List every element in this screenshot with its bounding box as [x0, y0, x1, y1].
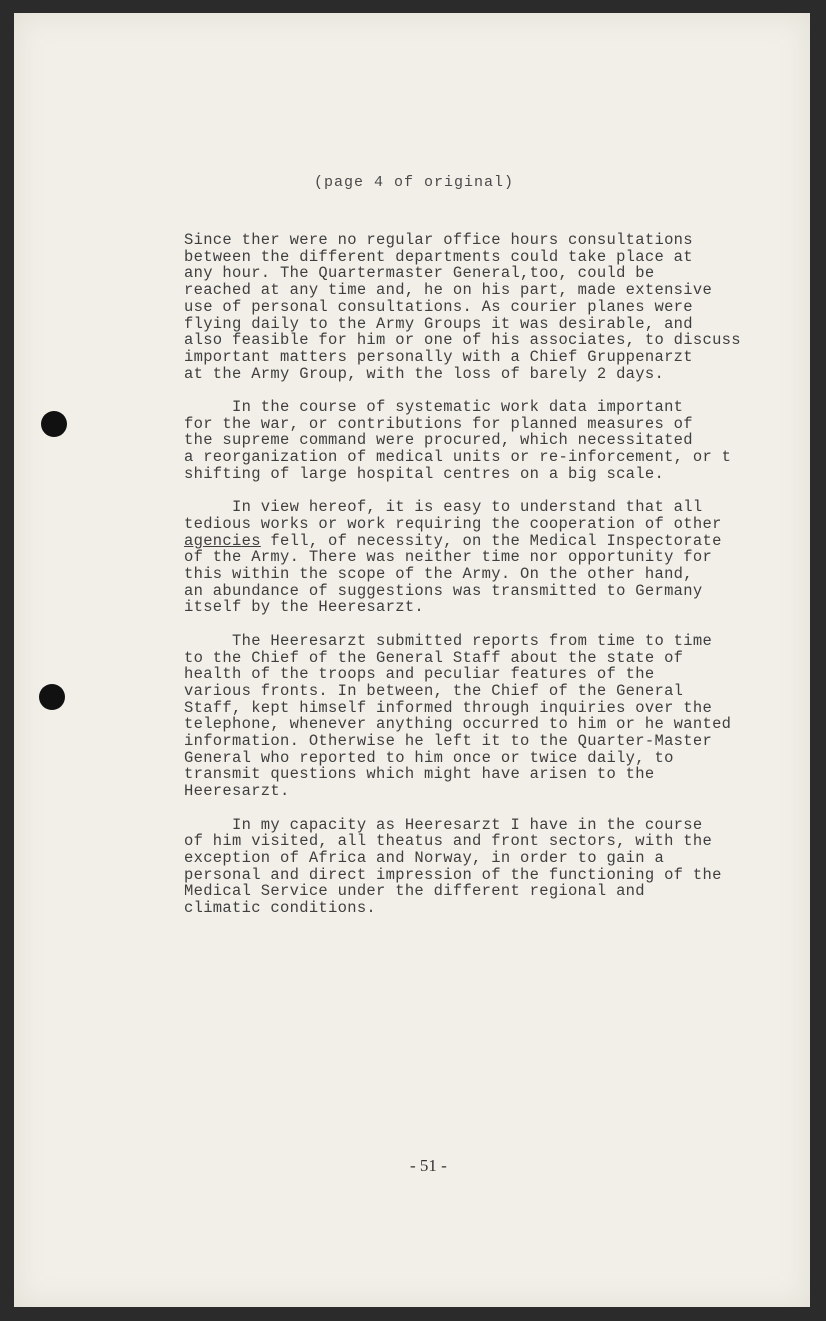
- text-line: information. Otherwise he left it to the Quarter-Master: [184, 732, 713, 751]
- text-line: of him visited, all theatus and front sectors, with the: [184, 832, 713, 851]
- text-line: of the Army. There was neither time nor opportunity for: [184, 548, 713, 567]
- paragraph-5: [184, 817, 804, 917]
- text-line-underlined-start: agencies fell, of necessity, on the Medical Inspectorate: [184, 531, 722, 550]
- text-line: In view hereof, it is easy to understand that all: [184, 498, 703, 517]
- text-line: between the different departments could take place at: [184, 247, 693, 266]
- text-line: General who reported to him once or twice daily, to: [184, 748, 674, 767]
- text-line: use of personal consultations. As courier planes were: [184, 297, 693, 316]
- text-line: an abundance of suggestions was transmitted to Germany: [184, 581, 703, 600]
- text-line: itself by the Heeresarzt.: [184, 598, 425, 617]
- text-line: flying daily to the Army Groups it was desirable, and: [184, 314, 693, 333]
- punch-hole-top: [41, 411, 67, 437]
- paragraph-3: [184, 499, 804, 616]
- text-line: at the Army Group, with the loss of barely 2 days.: [184, 364, 665, 383]
- text-line: important matters personally with a Chief Gruppenarzt: [184, 347, 693, 366]
- page-number: - 51 -: [410, 1156, 447, 1175]
- text-line: shifting of large hospital centres on a big scale.: [184, 464, 665, 483]
- text-line: telephone, whenever anything occurred to him or he wanted: [184, 715, 732, 734]
- body-text: [184, 232, 804, 933]
- text-line: Heeresarzt.: [184, 782, 290, 801]
- text-line: transmit questions which might have arisen to the: [184, 765, 655, 784]
- paragraph-4: [184, 633, 804, 800]
- text-line: Since ther were no regular office hours consultations: [184, 231, 693, 249]
- text-line: tedious works or work requiring the cooperation of other: [184, 514, 722, 533]
- underlined-word: agencies: [184, 531, 261, 550]
- paragraph-2: [184, 399, 804, 483]
- text-line: this within the scope of the Army. On the other hand,: [184, 565, 693, 584]
- text-line: exception of Africa and Norway, in order to gain a: [184, 848, 665, 867]
- paragraph-1: [184, 232, 804, 382]
- text-line: In my capacity as Heeresarzt I have in the course: [184, 815, 703, 834]
- text-line: Medical Service under the different regional and: [184, 882, 645, 901]
- text-line: various fronts. In between, the Chief of the General: [184, 681, 684, 700]
- text-line: In the course of systematic work data important: [184, 398, 684, 417]
- text-line: climatic conditions.: [184, 899, 377, 918]
- text-line: Staff, kept himself informed through inquiries over the: [184, 698, 713, 717]
- text-line: reached at any time and, he on his part, made extensive: [184, 281, 713, 300]
- punch-hole-bottom: [39, 684, 65, 710]
- text-line: health of the troops and peculiar features of the: [184, 665, 655, 684]
- text-line: the supreme command were procured, which necessitated: [184, 431, 693, 450]
- page-label: (page 4 of original): [314, 174, 515, 191]
- text-line: The Heeresarzt submitted reports from time to time: [184, 631, 713, 650]
- text-line: for the war, or contributions for planned measures of: [184, 414, 693, 433]
- document-page: [14, 13, 810, 1307]
- text-line: a reorganization of medical units or re-inforcement, or t: [184, 448, 732, 467]
- text-line: personal and direct impression of the functioning of the: [184, 865, 722, 884]
- text-line: to the Chief of the General Staff about the state of: [184, 648, 684, 667]
- text-line: any hour. The Quartermaster General,too, could be: [184, 264, 655, 283]
- text-line: also feasible for him or one of his associates, to discuss: [184, 331, 741, 350]
